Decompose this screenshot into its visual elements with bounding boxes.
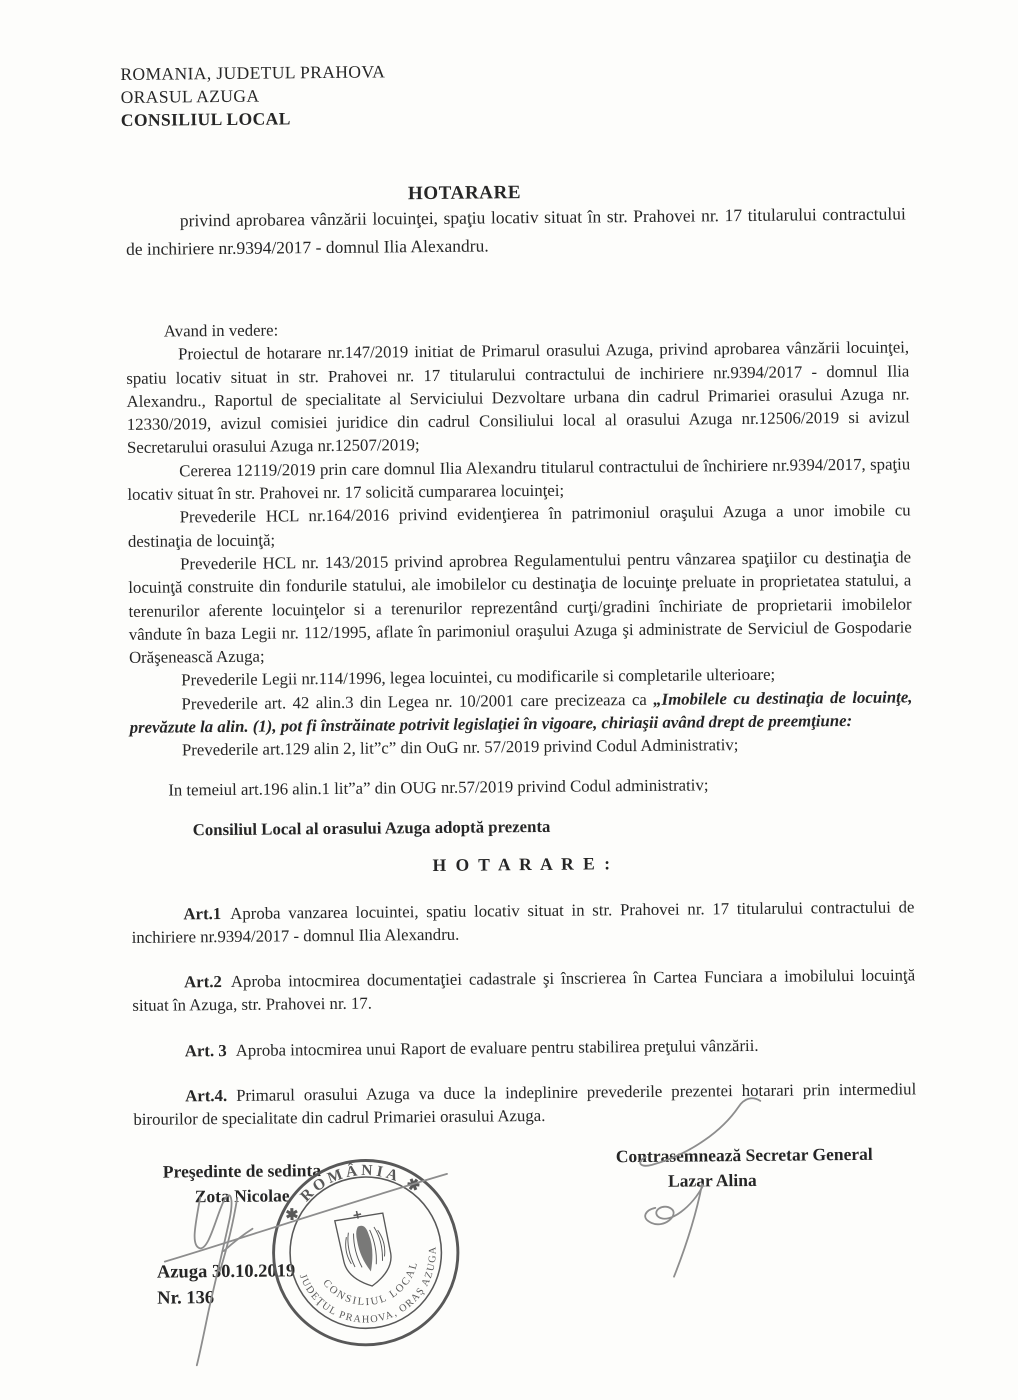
article-1-label: Art.1 (183, 903, 222, 923)
letterhead (120, 60, 385, 132)
article-4-text: Primarul orasului Azuga va duce la indeplinire prevederile prezentei hotarari prin intermediul birourilor de specialitate din cadrul Primariei orasului Azuga. (133, 1079, 917, 1130)
president-role-label: Preşedinte de sedinta (162, 1160, 322, 1182)
preamble-paragraph-law10 (129, 685, 912, 739)
decision-heading: H O T A R A R E : (432, 853, 613, 876)
letterhead-city: ORASUL AZUGA (120, 85, 260, 107)
stamp-council-arc: CONSILIUL LOCAL (320, 1259, 421, 1309)
legal-basis-line: In temeiul art.196 alin.1 lit”a” din OUG nr.57/2019 privind Codul administrativ; (168, 774, 709, 800)
article-4-label: Art.4. (185, 1086, 228, 1106)
countersign-label: Contrasemnează Secretar General (615, 1143, 873, 1167)
article-2 (132, 964, 915, 1018)
secretary-signature-block (616, 1142, 873, 1194)
place-date: Azuga 30.10.2019 (156, 1261, 296, 1283)
law10-quote: „Imobilele cu destinaţia de locuinţe, prevăzute la alin. (1), pot fi înstrăinate potrivit legislaţiei în vigoare, chiriaşii având drept de preemţiune: (129, 687, 913, 737)
article-2-label: Art.2 (184, 972, 222, 992)
preamble-intro: Avand in vedere: (163, 320, 279, 341)
preamble-paragraph-hcl143: Prevederile HCL nr. 143/2015 privind aprobrea Regulamentului pentru vânzarea spaţiilor cu destinaţia de locuinţă construite din fondurile statului, ale imobilelor cu destinaţia de locuinţe preluate in proprietatea statului, a terenurilor aferente locuinţelor si a terenurilor reprezentând curţi/gradini închiriate de proprietarii imobilelor vândute în baza Legii nr. 112/1995, aflate în parimoniul oraşului Azuga şi administrate de Serviciul de Gospodarie Orăşenească Azuga; (128, 547, 912, 668)
article-3-text: Aproba intocmirea unui Raport de evaluare pentru stabilirea preţului vânzării. (235, 1035, 759, 1060)
law10-lead: Prevederile art. 42 alin.3 din Legea nr. 10/2001 care precizeaza ca (181, 689, 654, 714)
preamble-paragraph-request: Cererea 12119/2019 prin care domnul Ilia Alexandru titularul contractului de închiriere nr.9394/2017, spaţiu locativ situat în str. Prahovei nr. 17 solicită cumpararea locuinţei; (127, 454, 911, 504)
decision-number: Nr. 136 (157, 1288, 215, 1309)
president-name: Zota Nicolae (194, 1185, 290, 1207)
preamble-paragraph-oug57: Prevederile art.129 alin 2, lit”c” din OuG nr. 57/2019 privind Codul Administrativ; (181, 735, 739, 760)
secretary-name: Lazar Alina (667, 1169, 757, 1191)
svg-text:JUDEŢUL PRAHOVA, ORAŞ AZUGA (297, 1243, 453, 1339)
letterhead-council: CONSILIUL LOCAL (120, 108, 291, 130)
stamp-country-arc: ✱ ROMÂNIA ✱ (282, 1161, 426, 1225)
stamp-county-arc: JUDEŢUL PRAHOVA, ORAŞ AZUGA (296, 1245, 439, 1326)
letterhead-country: ROMANIA, JUDETUL PRAHOVA (120, 61, 386, 84)
article-2-text: Aproba intocmirea documentaţiei cadastrale şi înscrierea în Cartea Funciara a imobilului locuinţă situat în Azuga, str. Prahovei nr. 17. (132, 965, 916, 1016)
article-3-label: Art. 3 (184, 1040, 227, 1061)
preamble-paragraph-law114: Prevederile Legii nr.114/1996, legea locuintei, cu modificarile si completarile ulterioare; (181, 665, 776, 690)
council-round-stamp (268, 1155, 464, 1351)
preamble-paragraph-hcl164: Prevederile HCL nr.164/2016 privind evidenţierea în patrimoniul oraşului Azuga a unor imobile cu destinaţia de locuinţă; (127, 500, 911, 551)
coat-of-arms (334, 1206, 398, 1291)
adoption-line: Consiliul Local al orasului Azuga adoptă prezenta (192, 816, 551, 840)
article-1-text: Aproba vanzarea locuintei, spatiu locativ situat in str. Prahovei nr. 17 titularului contractului de inchiriere nr.9394/2017 - domnul Ilia Alexandru. (131, 896, 915, 947)
article-1 (131, 895, 914, 949)
document-title: HOTARARE (407, 182, 522, 205)
preamble-paragraph-project: Proiectul de hotarare nr.147/2019 initiat de Primarul orasului Azuga, privind aprobarea vânzării locuinţei, spatiu locativ situat in str. Prahovei nr. 17 titularului contractului de inchiriere nr.9394/2017 - domnul Ilia Alexandru., Raportul de specialitate al Serviciului Dezvoltare urbana din cadrul Primariei orasului Azuga nr. 12330/2019, avizul comisiei juridice din cadrul Consiliului local al orasului Azuga nr.12506/2019 si avizul Secretarului orasului Azuga nr.12507/2019; (126, 337, 910, 458)
article-3 (133, 1032, 916, 1063)
document-subtitle: privind aprobarea vânzării locuinţei, spaţiu locativ situat în str. Prahovei nr. 17 titularului contractului de inchiriere nr.9394/2017 - domnul Ilia Alexandru. (125, 203, 906, 259)
article-4 (133, 1077, 916, 1131)
document-body (126, 312, 917, 1131)
